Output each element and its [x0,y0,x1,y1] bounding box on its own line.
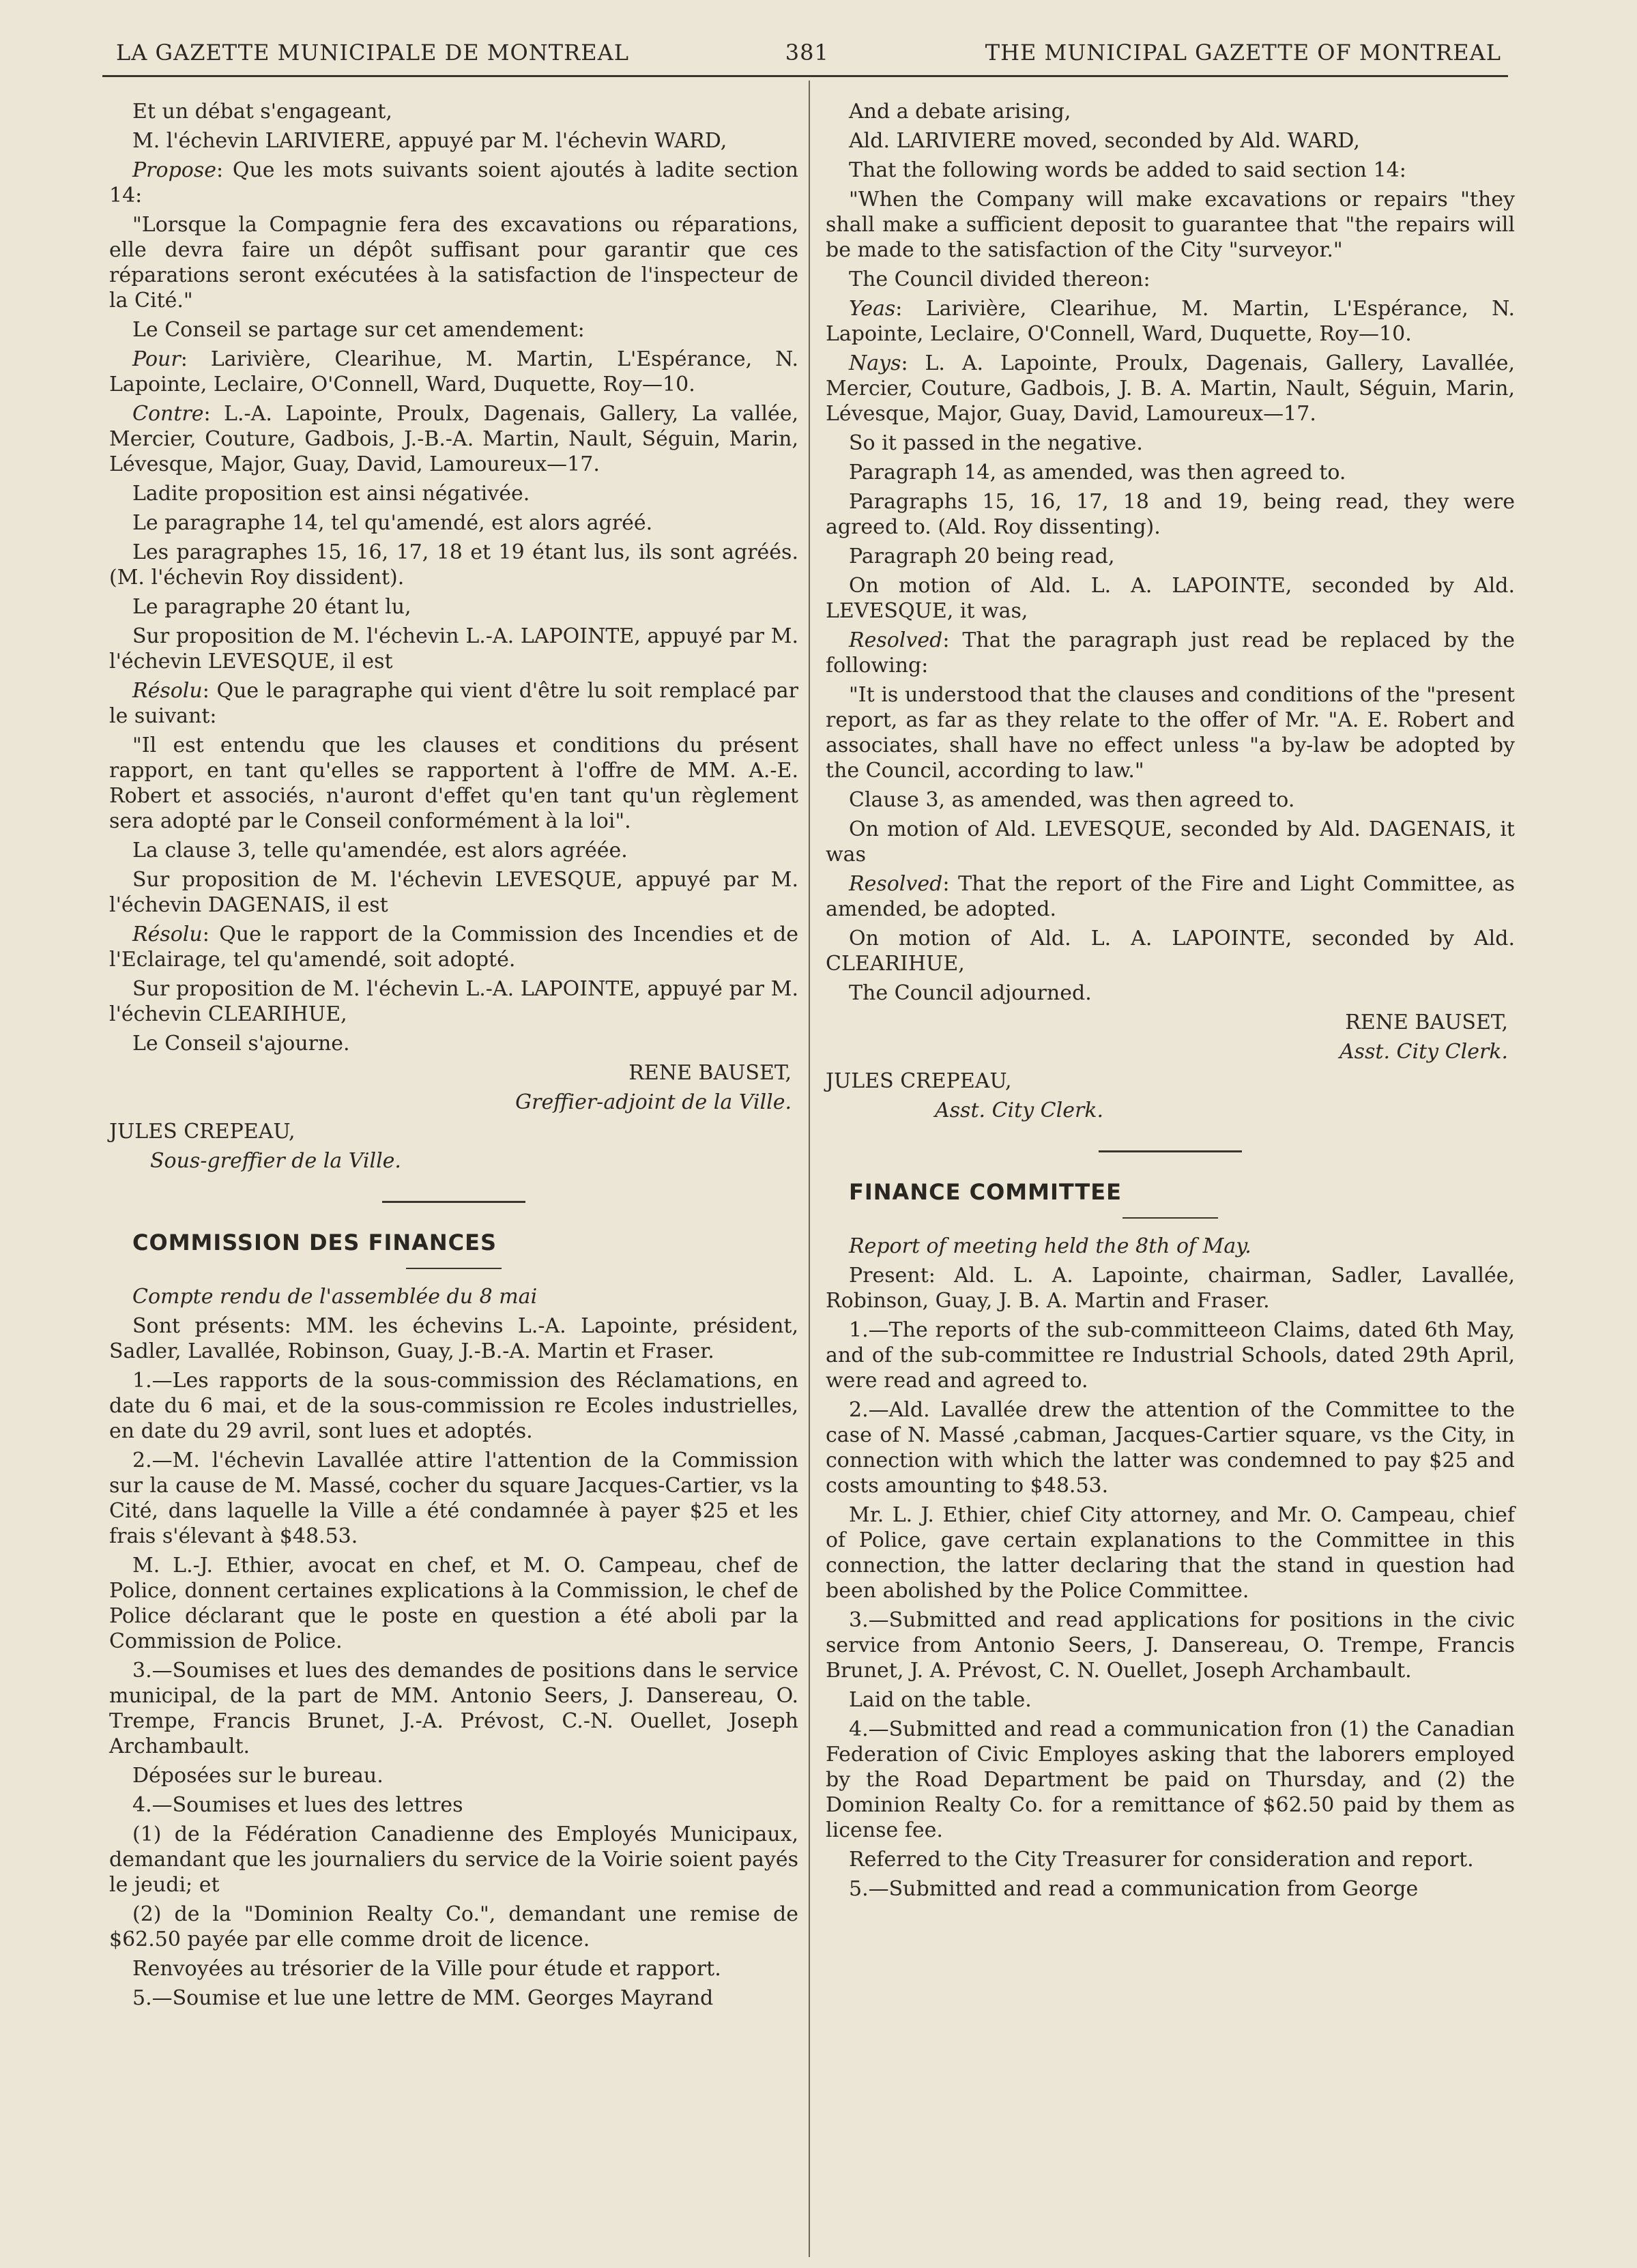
paragraph [109,922,798,972]
paragraph: And a debate arising, [849,100,1071,123]
label: Resolved [849,628,943,652]
paragraph: That the following words be added to said section 14: [849,158,1406,182]
paragraph: 1.—The reports of the sub-committeeon Claims, dated 6th May, and of the sub-committee re Industrial Schools, dated 29th April, were read and agreed to. [826,1318,1515,1393]
paragraph: Déposées sur le bureau. [132,1764,383,1788]
paragraph: Sur proposition de M. l'échevin L.-A. LAPOINTE, appuyé par M. l'échevin LEVESQUE, il est [109,624,798,673]
section-divider [382,1201,525,1203]
paragraph-text: : L.-A. Lapointe, Proulx, Dagenais, Gallery, La vallée, Mercier, Couture, Gadbois, J.-B.-A. Martin, Nault, Séguin, Marin, Lévesque, Major, Guay, David, Lamoureux—17. [109,402,798,476]
signature-title: Asst. City Clerk. [935,1099,1104,1122]
paragraph: Sur proposition de M. l'échevin LEVESQUE, appuyé par M. l'échevin DAGENAIS, il est [109,868,798,917]
paragraph-text: : Que les mots suivants soient ajoutés à ladite section 14: [109,158,798,207]
label: Resolved [849,872,943,896]
paragraph: Ladite proposition est ainsi négativée. [132,482,530,506]
section-title: FINANCE COMMITTEE [849,1179,1122,1205]
paragraph: "When the Company will make excavations or repairs "they shall make a sufficient deposit to guarantee that "the repairs will be made to the satisfaction of the City "surveyor." [826,188,1515,262]
signature-name: RENE BAUSET, [1345,1011,1508,1034]
section-divider [1099,1150,1242,1152]
paragraph: Referred to the City Treasurer for consideration and report. [849,1848,1474,1872]
paragraph: M. L.-J. Ethier, avocat en chef, et M. O. Campeau, chef de Police, donnent certaines explications à la Commission, le chef de Police déclarant que le poste en question a été aboli par la Commission de Police. [109,1554,798,1653]
paragraph: M. l'échevin LARIVIERE, appuyé par M. l'échevin WARD, [132,129,727,153]
paragraph: "It is understood that the clauses and conditions of the "present report, as far as they relate to the offer of Mr. "A. E. Robert and associates, shall have no effect unless "a by-law be adopted by the Council, according to law." [826,683,1515,783]
signature-name: JULES CREPEAU, [826,1069,1012,1093]
label: Propose [132,158,217,182]
section-subtitle: Report of meeting held the 8th of May. [849,1234,1251,1258]
paragraph: "Lorsque la Compagnie fera des excavations ou réparations, elle devra faire un dépôt suffisant pour garantir que ces réparations seront exécutées à la satisfaction de l'inspecteur de la Cité." [109,213,798,312]
paragraph: Sur proposition de M. l'échevin L.-A. LAPOINTE, appuyé par M. l'échevin CLEARIHUE, [109,977,798,1026]
paragraph-text: : That the report of the Fire and Light Committee, as amended, be adopted. [826,872,1515,921]
paragraph: The Council divided thereon: [849,267,1150,291]
label: Yeas [849,297,896,321]
paragraph: 3.—Submitted and read applications for positions in the civic service from Antonio Seers, J. Dansereau, O. Trempe, Francis Brunet, J. A. Prévost, C. N. Ouellet, Joseph Archambault. [826,1608,1515,1683]
paragraph [826,351,1515,426]
paragraph: Present: Ald. L. A. Lapointe, chairman, Sadler, Lavallée, Robinson, Guay, J. B. A. Martin and Fraser. [826,1264,1515,1313]
paragraph: Clause 3, as amended, was then agreed to. [849,788,1295,812]
header-french-title: LA GAZETTE MUNICIPALE DE MONTREAL [116,40,629,66]
signature-name: RENE BAUSET, [628,1061,792,1085]
header-rule [102,75,1508,77]
paragraph: 2.—Ald. Lavallée drew the attention of the Committee to the case of N. Massé ,cabman, Jacques-Cartier square, vs the City, in connection with which the latter was condemned to pay $25 and costs amounting to $48.53. [826,1398,1515,1498]
label: Résolu [132,679,203,703]
paragraph: 3.—Soumises et lues des demandes de positions dans le service municipal, de la part de MM. Antonio Seers, J. Dansereau, O. Trempe, Francis Brunet, J.-A. Prévost, C.-N. Ouellet, Joseph Archambault. [109,1659,798,1758]
label: Contre [132,402,204,426]
signature-title: Sous-greffier de la Ville. [150,1149,401,1173]
paragraph-text: : Larivière, Clearihue, M. Martin, L'Espérance, N. Lapointe, Leclaire, O'Connell, Ward, Duquette, Roy—10. [109,347,798,396]
section-subtitle: Compte rendu de l'assemblée du 8 mai [132,1285,538,1309]
paragraph: Le paragraphe 14, tel qu'amendé, est alors agréé. [132,511,653,535]
paragraph: Le Conseil s'ajourne. [132,1032,350,1056]
paragraph: On motion of Ald. LEVESQUE, seconded by Ald. DAGENAIS, it was [826,817,1515,867]
paragraph-text: : Larivière, Clearihue, M. Martin, L'Espérance, N. Lapointe, Leclaire, O'Connell, Ward, Duquette, Roy—10. [826,297,1515,346]
signature-title: Asst. City Clerk. [1339,1040,1508,1064]
column-divider [809,81,810,2257]
paragraph: Ald. LARIVIERE moved, seconded by Ald. WARD, [849,129,1360,153]
paragraph: Paragraphs 15, 16, 17, 18 and 19, being read, they were agreed to. (Ald. Roy dissenting). [826,490,1515,539]
paragraph: Le Conseil se partage sur cet amendement: [132,318,585,342]
paragraph: "Il est entendu que les clauses et conditions du présent rapport, en tant qu'elles se rapportent à l'offre de MM. A.-E. Robert et associés, n'auront d'effet qu'en tant qu'un règlement sera adopté par le Conseil conformément à la loi". [109,733,798,833]
paragraph: Les paragraphes 15, 16, 17, 18 et 19 étant lus, ils sont agréés. (M. l'échevin Roy dissident). [109,540,798,590]
paragraph: The Council adjourned. [849,981,1092,1005]
paragraph: So it passed in the negative. [849,431,1143,455]
paragraph-text: : Que le rapport de la Commission des Incendies et de l'Eclairage, tel qu'amendé, soit adopté. [109,922,798,972]
paragraph [109,678,798,729]
section-title-rule [1122,1217,1218,1219]
label: Pour [132,347,181,371]
signature-title: Greffier-adjoint de la Ville. [515,1090,792,1114]
paragraph: On motion of Ald. L. A. LAPOINTE, seconded by Ald. CLEARIHUE, [826,927,1515,976]
paragraph: 1.—Les rapports de la sous-commission des Réclamations, en date du 6 mai, et de la sous-commission re Ecoles industrielles, en date du 29 avril, sont lues et adoptés. [109,1369,798,1443]
paragraph-text: : Que le paragraphe qui vient d'être lu soit remplacé par le suivant: [109,679,798,728]
signature-name: JULES CREPEAU, [109,1120,295,1144]
paragraph: 4.—Soumises et lues des lettres [132,1793,463,1817]
paragraph-text: : That the paragraph just read be replaced by the following: [826,628,1515,678]
paragraph: Et un débat s'engageant, [132,100,392,123]
english-column [826,99,1515,1906]
paragraph: Mr. L. J. Ethier, chief City attorney, and Mr. O. Campeau, chief of Police, gave certain explanations to the Committee in this connection, the latter declaring that the stand in question had been abolished by the Police Committee. [826,1503,1515,1603]
paragraph [826,628,1515,678]
section-title: COMMISSION DES FINANCES [132,1230,497,1255]
label: Nays [849,351,901,375]
paragraph: Le paragraphe 20 étant lu, [132,595,411,619]
section-title-rule [406,1268,502,1269]
paragraph: Paragraph 14, as amended, was then agreed to. [849,461,1346,484]
page-number: 381 [785,40,829,66]
paragraph: (2) de la "Dominion Realty Co.", demandant une remise de $62.50 payée par elle comme droit de licence. [109,1902,798,1951]
paragraph: 4.—Submitted and read a communication fron (1) the Canadian Federation of Civic Employes asking that the laborers employed by the Road Department be paid on Thursday, and (2) the Dominion Realty Co. for a remittance of $62.50 paid by them as license fee. [826,1717,1515,1842]
paragraph: La clause 3, telle qu'amendée, est alors agréée. [132,839,628,862]
paragraph: Sont présents: MM. les échevins L.-A. Lapointe, président, Sadler, Lavallée, Robinson, Guay, J.-B.-A. Martin et Fraser. [109,1314,798,1363]
paragraph [109,401,798,477]
paragraph [826,296,1515,347]
paragraph: 2.—M. l'échevin Lavallée attire l'attention de la Commission sur la cause de M. Massé, cocher du square Jacques-Cartier, vs la Cité, dans laquelle la Ville a été condamnée à payer $25 et les frais s'élevant à $48.53. [109,1449,798,1548]
page-header [116,35,1501,70]
header-english-title: THE MUNICIPAL GAZETTE OF MONTREAL [985,40,1501,66]
paragraph: Laid on the table. [849,1688,1032,1712]
paragraph: Renvoyées au trésorier de la Ville pour étude et rapport. [132,1957,721,1981]
paragraph: 5.—Submitted and read a communication from George [849,1877,1419,1901]
label: Résolu [132,922,203,946]
paragraph: Paragraph 20 being read, [849,544,1115,568]
paragraph [826,871,1515,922]
paragraph: On motion of Ald. L. A. LAPOINTE, seconded by Ald. LEVESQUE, it was, [826,574,1515,623]
paragraph-text: : L. A. Lapointe, Proulx, Dagenais, Gallery, Lavallée, Mercier, Couture, Gadbois, J. B. A. Martin, Nault, Séguin, Marin, Lévesque, Major, Guay, David, Lamoureux—17. [826,351,1515,426]
paragraph [109,158,798,208]
french-column [109,99,798,2015]
paragraph: 5.—Soumise et lue une lettre de MM. Georges Mayrand [132,1986,714,2010]
paragraph [109,347,798,397]
paragraph: (1) de la Fédération Canadienne des Employés Municipaux, demandant que les journaliers du service de la Voirie soient payés le jeudi; et [109,1822,798,1897]
